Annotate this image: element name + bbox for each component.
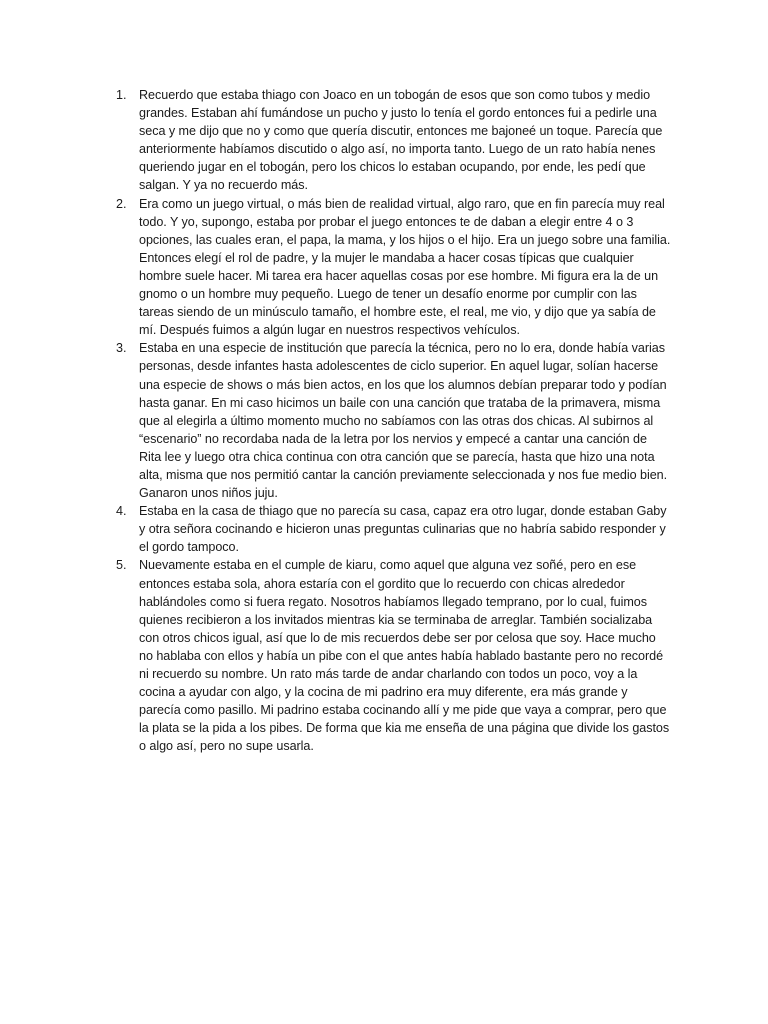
paragraph-text: Recuerdo que estaba thiago con Joaco en un tobogán de esos que son como tubos y medio grandes. Estaban ahí fumándose un pucho y justo lo tenía el gordo entonces fui a pedirle una seca y me dijo que no y como que quería discutir, entonces me bajoneé un toque. Parecía que anteriormente habíamos discutido o algo así, no importa tanto. Luego de un rato había nenes queriendo jugar en el tobogán, pero los chicos lo estaban ocupando, por ende, les pedí que salgan. Y ya no recuerdo más. bbox=[139, 88, 663, 193]
list-number: 1. bbox=[116, 88, 127, 102]
list-number: 4. bbox=[116, 504, 127, 519]
paragraph-text: Estaba en la casa de thiago que no parecía su casa, capaz era otro lugar, donde estaban Gaby y otra señora cocinando e hicieron unas preguntas culinarias que no habría sabido responder y el gordo tampoco. bbox=[139, 504, 667, 555]
list-item-4 bbox=[112, 502, 672, 556]
list-item-2 bbox=[112, 195, 672, 340]
paragraph-text: Era como un juego virtual, o más bien de realidad virtual, algo raro, que en fin parecía muy real todo. Y yo, supongo, estaba por probar el juego entonces te de daban a elegir entre 4 o 3 opciones, las cuales eran, el papa, la mama, y los hijos o el hijo. Era un juego sobre una familia. Entonces elegí el rol de padre, y la mujer le mandaba a hacer cosas típicas que cualquier hombre suele hacer. Mi tarea era hacer aquellas cosas por ese hombre. Mi figura era la de un gnomo o un hombre muy pequeño. Luego de tener un desafío enorme por cumplir con las tareas siendo de un minúsculo tamaño, el hombre este, el real, me vio, y dijo que ya sabía de mí. Después fuimos a algún lugar en nuestros respectivos vehículos. bbox=[139, 196, 671, 338]
list-item-1 bbox=[112, 86, 672, 195]
paragraph-text: Estaba en una especie de institución que parecía la técnica, pero no lo era, donde había varias personas, desde infantes hasta adolescentes de ciclo superior. En aquel lugar, solían hacerse una especie de shows o más bien actos, en los que los alumnos debían preparar todo y podían hasta ganar. En mi caso hicimos un baile con una canción que trataba de la primavera, misma que al elegirla a último momento mucho no sabíamos con las otras dos chicas. Al subirnos al “escenario” no recordaba nada de la letra por los nervios y empecé a cantar una canción de Rita lee y luego otra chica continua con otra canción que se parecía, hasta que hizo una nota alta, misma que nos permitió cantar la canción previamente seleccionada y nos fue medio bien. Ganaron unos niños juju. bbox=[139, 341, 668, 501]
paragraph-text: Nuevamente estaba en el cumple de kiaru, como aquel que alguna vez soñé, pero en ese entonces estaba sola, ahora estaría con el gordito que lo recuerdo con chicas alrededor hablándoles como si fuera regato. Nosotros habíamos llegado temprano, por lo cual, fuimos quienes recibieron a los invitados mientras kia se terminaba de arreglar. También socializaba con otros chicos igual, así que lo de mis recuerdos debe ser por celosa que soy. Hace mucho no hablaba con ellos y había un pibe con el que antes había hablado bastante pero no recordé ni recuerdo su nombre. Un rato más tarde de andar charlando con todos un poco, voy a la cocina a ayudar con algo, y la cocina de mi padrino era muy diferente, era más grande y parecía como pasillo. Mi padrino estaba cocinando allí y me pide que vaya a comprar, pero que la plata se la pida a los pibes. De forma que kia me enseña de una página que divide los gastos o algo así, pero no supe usarla. bbox=[139, 558, 670, 754]
list-item-5 bbox=[112, 556, 672, 755]
list-number: 2. bbox=[116, 196, 127, 211]
list-number: 3. bbox=[116, 341, 127, 356]
numbered-list bbox=[112, 86, 672, 755]
list-number: 5. bbox=[116, 558, 127, 573]
list-item-3 bbox=[112, 339, 672, 502]
